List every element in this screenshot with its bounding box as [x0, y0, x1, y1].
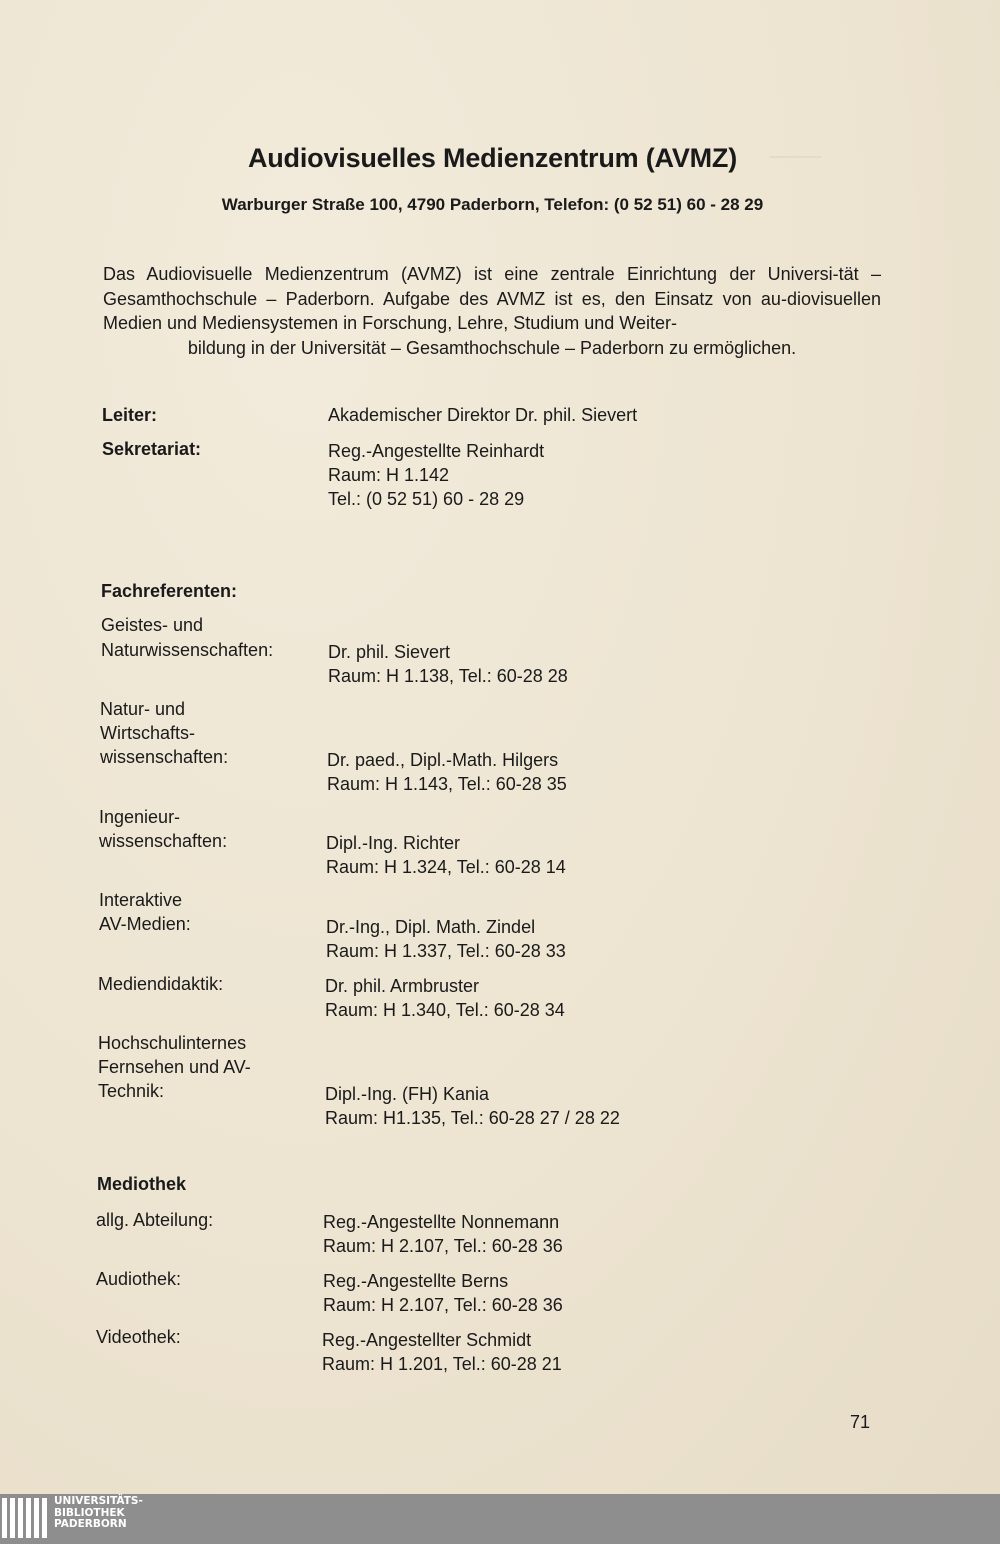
- mediothek-heading: Mediothek: [97, 1174, 187, 1194]
- entry-label: Naturwissenschaften:: [101, 640, 274, 660]
- leiter-name: Akademischer Direktor Dr. phil. Sievert: [328, 405, 638, 425]
- entry-label: Ingenieur-: [99, 807, 181, 827]
- fachreferenten-heading: Fachreferenten:: [101, 581, 238, 601]
- intro-text: Das Audiovisuelle Medienzentrum (AVMZ) ist eine zentrale Einrichtung der Universi-tät – Gesamthochschule – Paderborn. Aufgabe des AVMZ ist es, den Einsatz von au-diovisuellen Medien und Mediensystemen in Forschung, Lehre, Studium und Weiter-: [103, 264, 881, 333]
- address-line: Warburger Straße 100, 4790 Paderborn, Telefon: (0 52 51) 60 - 28 29: [221, 195, 764, 214]
- entry-label: Wirtschafts-: [100, 723, 196, 743]
- entry-label: Interaktive: [99, 890, 183, 910]
- library-logo-text: [54, 1496, 143, 1531]
- entry-label: Fernsehen und AV-: [98, 1057, 251, 1077]
- entry-room: Raum: H 2.107, Tel.: 60-28 36: [323, 1236, 563, 1256]
- entry-label: Natur- und: [100, 699, 186, 719]
- entry-label: AV-Medien:: [99, 914, 191, 934]
- show-through-text: ‾‾‾‾‾‾‾‾‾: [770, 155, 821, 174]
- entry-name: Dr.-Ing., Dipl. Math. Zindel: [326, 917, 536, 937]
- entry-label: Geistes- und: [101, 615, 204, 635]
- entry-name: Dipl.-Ing. (FH) Kania: [325, 1084, 490, 1104]
- entry-name: Reg.-Angestellte Nonnemann: [323, 1212, 560, 1232]
- entry-room: Raum: H 1.143, Tel.: 60-28 35: [327, 774, 567, 794]
- entry-room: Raum: H 1.337, Tel.: 60-28 33: [326, 941, 566, 961]
- entry-name: Dr. paed., Dipl.-Math. Hilgers: [327, 750, 559, 770]
- page-title: Audiovisuelles Medienzentrum (AVMZ): [247, 143, 738, 173]
- leiter-label: Leiter:: [102, 405, 158, 425]
- entry-label: Audiothek:: [96, 1269, 182, 1289]
- sekretariat-label: Sekretariat:: [102, 439, 202, 459]
- entry-room: Raum: H 1.340, Tel.: 60-28 34: [325, 1000, 565, 1020]
- entry-room: Raum: H 1.138, Tel.: 60-28 28: [328, 666, 568, 686]
- logo-line: UNIVERSITÄTS-: [54, 1495, 143, 1507]
- sekretariat-room: Raum: H 1.142: [328, 465, 450, 485]
- entry-name: Dr. phil. Armbruster: [325, 976, 480, 996]
- entry-room: Raum: H 1.201, Tel.: 60-28 21: [322, 1354, 562, 1374]
- entry-room: Raum: H1.135, Tel.: 60-28 27 / 28 22: [325, 1108, 620, 1128]
- logo-line: PADERBORN: [54, 1518, 127, 1530]
- entry-label: Mediendidaktik:: [98, 974, 224, 994]
- entry-label: wissenschaften:: [100, 747, 229, 767]
- entry-label: Videothek:: [96, 1327, 181, 1347]
- entry-name: Reg.-Angestellter Schmidt: [322, 1330, 532, 1350]
- entry-name: Dipl.-Ing. Richter: [326, 833, 461, 853]
- page-number: 71: [850, 1412, 871, 1432]
- entry-name: Reg.-Angestellte Berns: [323, 1271, 509, 1291]
- entry-label: wissenschaften:: [99, 831, 228, 851]
- sekretariat-phone: Tel.: (0 52 51) 60 - 28 29: [328, 489, 525, 509]
- logo-line: BIBLIOTHEK: [54, 1506, 125, 1519]
- entry-label: Technik:: [98, 1081, 165, 1101]
- entry-name: Dr. phil. Sievert: [328, 642, 451, 662]
- entry-label: allg. Abteilung:: [96, 1210, 214, 1230]
- entry-room: Raum: H 2.107, Tel.: 60-28 36: [323, 1295, 563, 1315]
- sekretariat-name: Reg.-Angestellte Reinhardt: [328, 441, 545, 461]
- entry-room: Raum: H 1.324, Tel.: 60-28 14: [326, 857, 566, 877]
- intro-text-last-line: bildung in der Universität – Gesamthochschule – Paderborn zu ermöglichen.: [187, 337, 797, 358]
- library-footer-bar: [0, 1494, 1000, 1544]
- library-logo-icon: [2, 1498, 48, 1540]
- entry-label: Hochschulinternes: [98, 1033, 247, 1053]
- intro-paragraph: [103, 262, 881, 360]
